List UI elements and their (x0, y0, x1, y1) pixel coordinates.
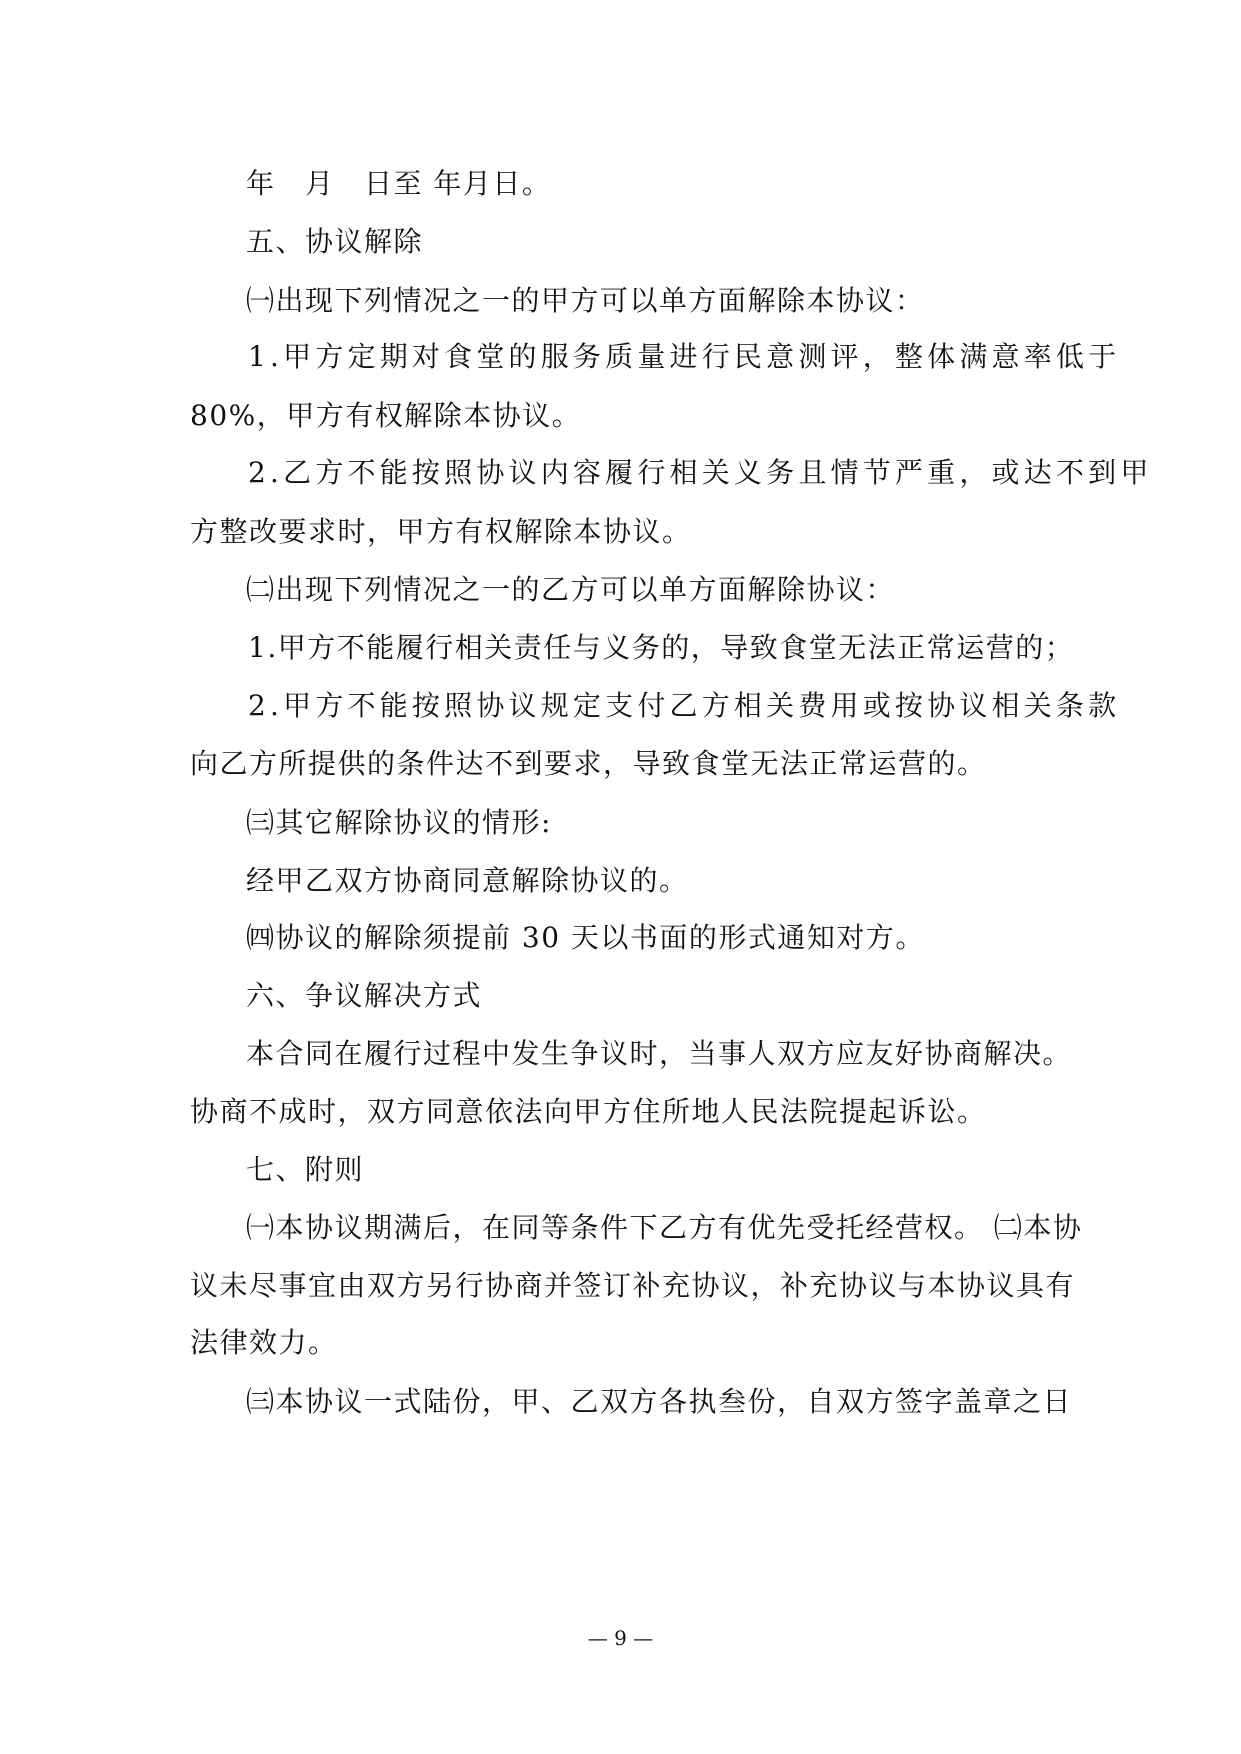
text-line-party-b-obligation-clause: 2.乙方不能按照协议内容履行相关义务且情节严重，或达不到甲 (248, 456, 1153, 489)
text-line-dispute-clause: 本合同在履行过程中发生争议时，当事人双方应友好协商解决。 (246, 1037, 1073, 1070)
text-line-satisfaction-clause: 1.甲方定期对食堂的服务质量进行民意测评，整体满意率低于 (248, 340, 1121, 373)
text-line-date-range: 年 月 日至 年月日。 (246, 167, 552, 200)
text-line-party-a-duty-clause: 1.甲方不能履行相关责任与义务的，导致食堂无法正常运营的； (248, 631, 1075, 664)
text-line-dispute-clause-cont: 协商不成时，双方同意依法向甲方住所地人民法院提起诉讼。 (190, 1095, 987, 1128)
text-line-mutual-agreement: 经甲乙双方协商同意解除协议的。 (246, 864, 689, 897)
text-line-notice-period: ㈣协议的解除须提前 30 天以书面的形式通知对方。 (246, 921, 925, 954)
text-line-other-termination: ㈢其它解除协议的情形: (246, 806, 552, 839)
section-heading-termination: 五、协议解除 (246, 225, 424, 258)
text-line-supplementary-agreement-cont: 法律效力。 (190, 1326, 338, 1359)
text-line-satisfaction-clause-cont: 80%，甲方有权解除本协议。 (190, 399, 582, 432)
text-line-priority-right: ㈠本协议期满后，在同等条件下乙方有优先受托经营权。 ㈡本协 (246, 1211, 1083, 1244)
text-line-party-b-termination-intro: ㈡出现下列情况之一的乙方可以单方面解除协议： (246, 573, 896, 606)
text-line-party-b-obligation-clause-cont: 方整改要求时，甲方有权解除本协议。 (190, 515, 692, 548)
section-heading-supplementary: 七、附则 (246, 1153, 365, 1186)
page-number: — 9 — (587, 1626, 654, 1650)
section-heading-dispute-resolution: 六、争议解决方式 (246, 979, 483, 1012)
text-line-copies-clause: ㈢本协议一式陆份，甲、乙双方各执叁份，自双方签字盖章之日 (246, 1385, 1073, 1418)
text-line-party-a-termination-intro: ㈠出现下列情况之一的甲方可以单方面解除本协议： (246, 284, 925, 317)
text-line-supplementary-agreement: 议未尽事宜由双方另行协商并签订补充协议，补充协议与本协议具有 (190, 1269, 1076, 1302)
text-line-payment-clause: 2.甲方不能按照协议规定支付乙方相关费用或按协议相关条款 (248, 689, 1121, 722)
text-line-payment-clause-cont: 向乙方所提供的条件达不到要求，导致食堂无法正常运营的。 (190, 747, 987, 780)
